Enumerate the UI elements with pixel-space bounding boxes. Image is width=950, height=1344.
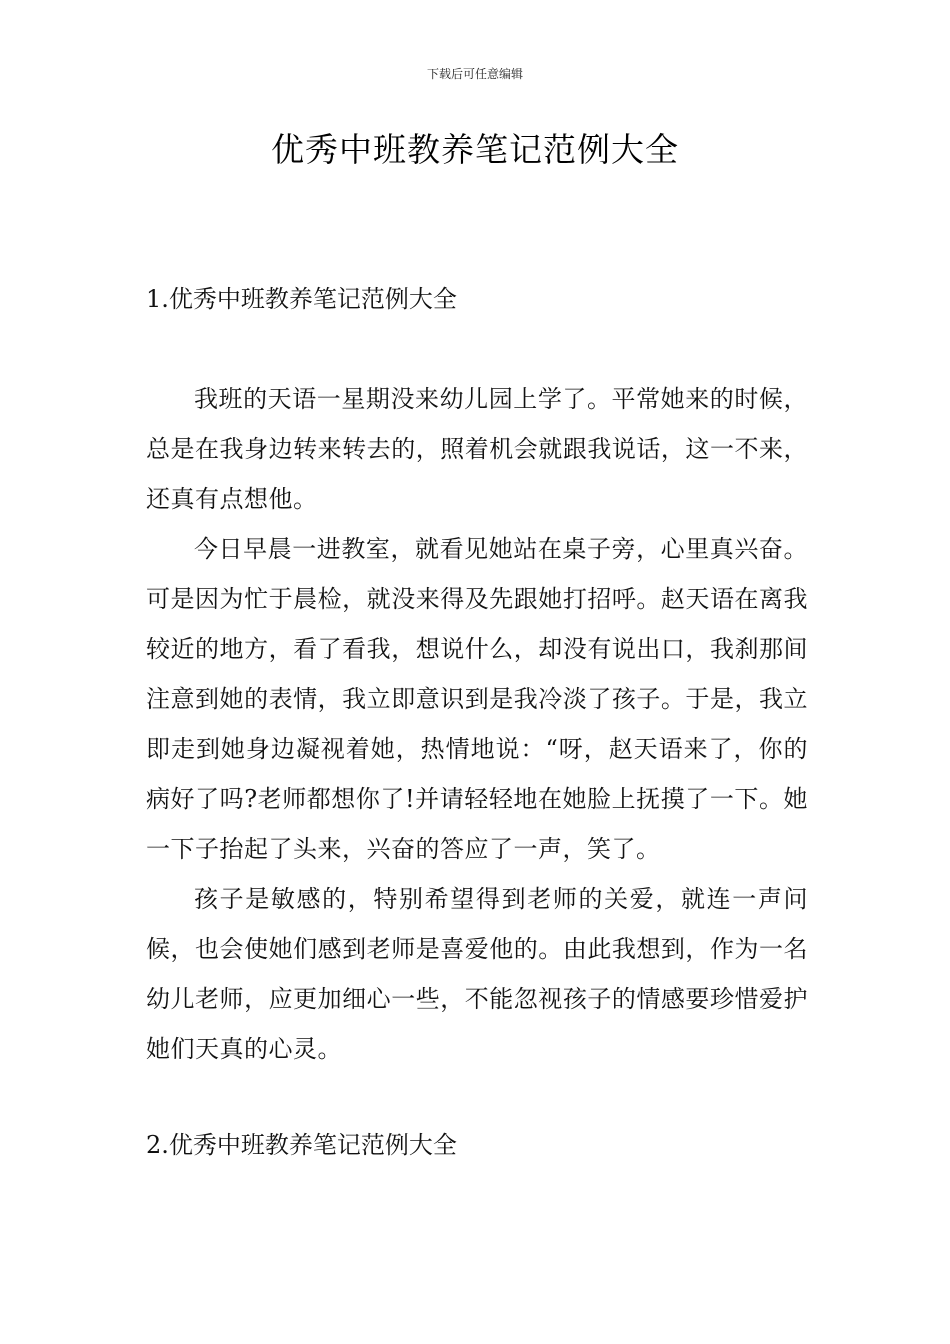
document-title: 优秀中班教养笔记范例大全 bbox=[271, 130, 679, 169]
paragraph-2: 今日早晨一进教室，就看见她站在桌子旁，心里真兴奋。可是因为忙于晨检，就没来得及先跟她打招呼。赵天语在离我较近的地方，看了看我，想说什么，却没有说出口，我刹那间注意到她的表情，我立即意识到是我冷淡了孩子。于是，我立即走到她身边凝视着她，热情地说：“呀，赵天语来了，你的病好了吗?老师都想你了!并请轻轻地在她脸上抚摸了一下。她一下子抬起了头来，兴奋的答应了一声，笑了。 bbox=[146, 535, 808, 863]
paragraph-1: 我班的天语一星期没来幼儿园上学了。平常她来的时候，总是在我身边转来转去的，照着机会就跟我说话，这一不来，还真有点想他。 bbox=[146, 385, 808, 513]
section-heading-1: 1.优秀中班教养笔记范例大全 bbox=[146, 285, 457, 313]
section-body-1 bbox=[146, 374, 808, 1074]
paragraph-3: 孩子是敏感的，特别希望得到老师的关爱，就连一声问候，也会使她们感到老师是喜爱他的。由此我想到，作为一名幼儿老师，应更加细心一些，不能忽视孩子的情感要珍惜爱护她们天真的心灵。 bbox=[146, 885, 808, 1063]
header-note: 下载后可任意编辑 bbox=[426, 67, 523, 81]
section-heading-2: 2.优秀中班教养笔记范例大全 bbox=[146, 1131, 457, 1159]
